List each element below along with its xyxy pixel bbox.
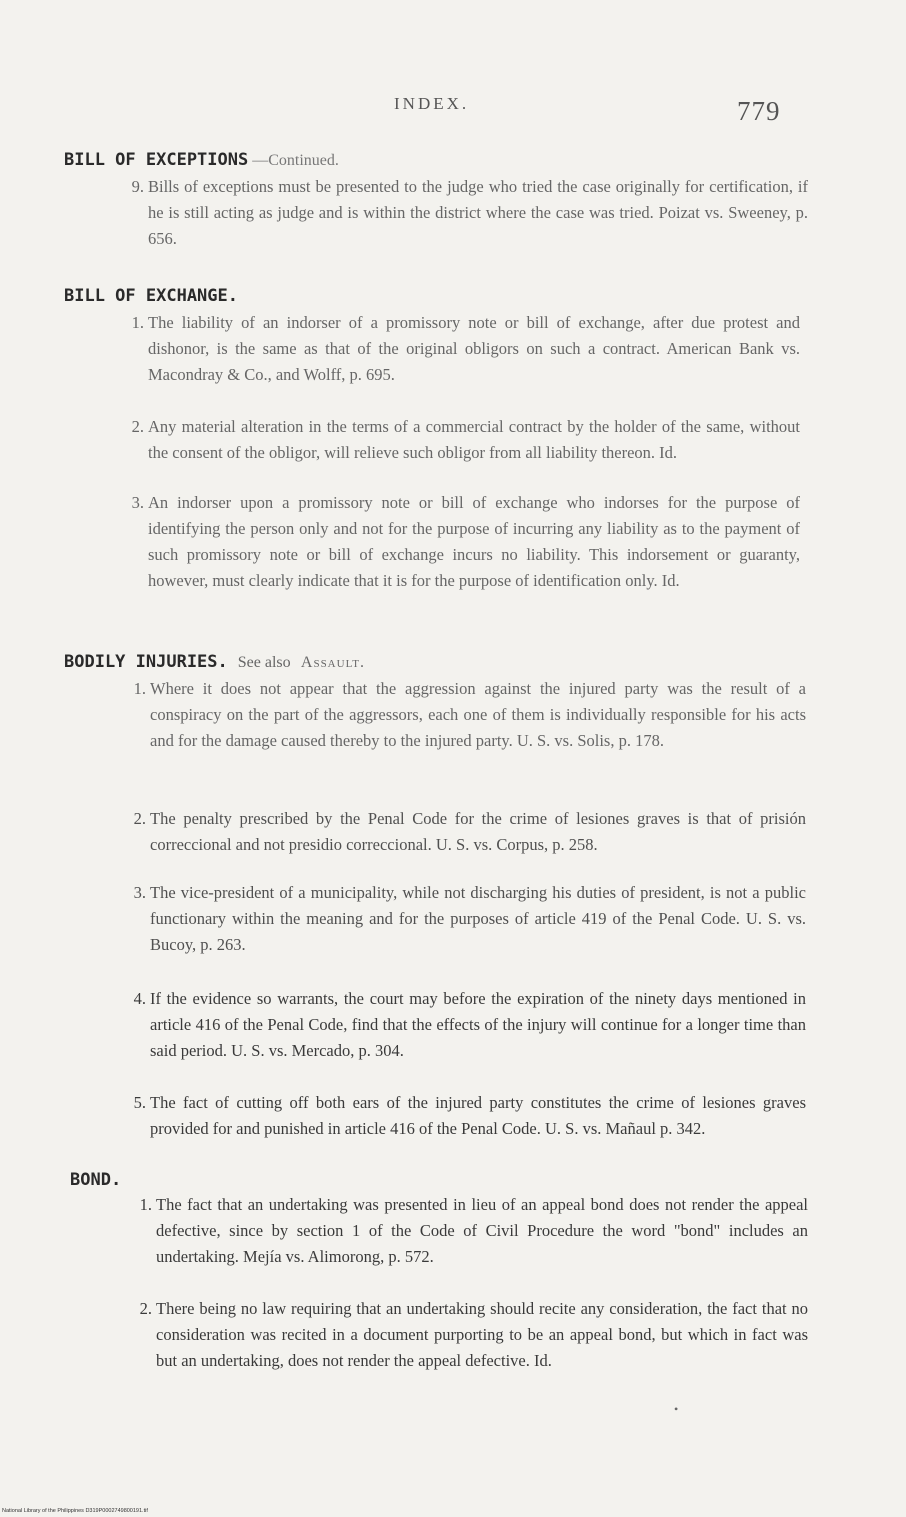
entry-bill-of-exchange-2 xyxy=(131,414,800,466)
entry-number: 1. xyxy=(139,1195,152,1214)
entry-number: 1. xyxy=(131,313,144,332)
entry-text: Bills of exceptions must be presented to the judge who tried the case originally for certification, if he is still acting as judge and is within the district where the case was tried. Poizat vs. Sweeney, p. 656. xyxy=(148,177,808,248)
scan-credit: National Library of the Philippines D319P0002749800191.tif xyxy=(2,1508,148,1514)
entry-number: 2. xyxy=(131,417,144,436)
entry-text: Any material alteration in the terms of a commercial contract by the holder of the same, without the consent of the obligor, will relieve such obligor from all liability thereon. Id. xyxy=(148,417,800,462)
heading-bill-of-exceptions xyxy=(64,150,339,170)
entry-bodily-injuries-2 xyxy=(133,806,806,858)
heading-text: BILL OF EXCHANGE. xyxy=(64,286,238,306)
entry-bodily-injuries-4 xyxy=(133,986,806,1064)
entry-bodily-injuries-5 xyxy=(133,1090,806,1142)
entry-number: 3. xyxy=(131,493,144,512)
entry-bond-1 xyxy=(139,1192,808,1270)
entry-number: 5. xyxy=(133,1093,146,1112)
heading-bill-of-exchange xyxy=(64,286,238,306)
page-number: 779 xyxy=(737,96,781,126)
entry-text: The penalty prescribed by the Penal Code for the crime of lesiones graves is that of prisión correccional and not presidio correccional. U. S. vs. Corpus, p. 258. xyxy=(150,809,806,854)
heading-bodily-injuries xyxy=(64,652,365,672)
entry-number: 3. xyxy=(133,883,146,902)
entry-text: The fact of cutting off both ears of the injured party constitutes the crime of lesiones graves provided for and punished in article 416 of the Penal Code. U. S. vs. Mañaul p. 342. xyxy=(150,1093,806,1138)
ink-speck: • xyxy=(674,1402,679,1416)
heading-bond xyxy=(70,1170,121,1190)
see-also-reference: Assault. xyxy=(300,654,365,671)
entry-number: 4. xyxy=(133,989,146,1008)
entry-number: 1. xyxy=(133,679,146,698)
running-head: INDEX. xyxy=(394,94,470,113)
continued-label: —Continued. xyxy=(252,152,339,169)
entry-text: There being no law requiring that an undertaking should recite any consideration, the fact that no consideration was recited in a document purporting to be an appeal bond, but which in fact was but an undertaking, does not render the appeal defective. Id. xyxy=(156,1299,808,1370)
entry-bill-of-exchange-3 xyxy=(131,490,800,594)
entry-text: An indorser upon a promissory note or bill of exchange who indorses for the purpose of identifying the person only and not for the purpose of incurring any liability as to the payment of such promissory note or bill of exchange incurs no liability. This indorsement or guaranty, however, must clearly indicate that it is for the purpose of identification only. Id. xyxy=(148,493,800,590)
entry-bill-of-exchange-1 xyxy=(131,310,800,388)
entry-number: 9. xyxy=(131,177,144,196)
entry-number: 2. xyxy=(133,809,146,828)
entry-text: The fact that an undertaking was presented in lieu of an appeal bond does not render the appeal defective, since by section 1 of the Code of Civil Procedure the word "bond" includes an undertaking. Mejía vs. Alimorong, p. 572. xyxy=(156,1195,808,1266)
entry-text: Where it does not appear that the aggression against the injured party was the result of a conspiracy on the part of the aggressors, each one of them is individually responsible for his acts and for the damage caused thereby to the injured party. U. S. vs. Solis, p. 178. xyxy=(150,679,806,750)
heading-text: BODILY INJURIES. xyxy=(64,652,228,672)
heading-text: BILL OF EXCEPTIONS xyxy=(64,150,249,170)
entry-bodily-injuries-1 xyxy=(133,676,806,754)
entry-bodily-injuries-3 xyxy=(133,880,806,958)
entry-bond-2 xyxy=(139,1296,808,1374)
see-also-label: See also xyxy=(237,654,291,671)
entry-text: The liability of an indorser of a promissory note or bill of exchange, after due protest and dishonor, is the same as that of the original obligors on such a contract. American Bank vs. Macondray & Co., and Wolff, p. 695. xyxy=(148,313,800,384)
heading-text: BOND. xyxy=(70,1170,122,1190)
entry-text: The vice-president of a municipality, while not discharging his duties of president, is not a public functionary within the meaning and for the purposes of article 419 of the Penal Code. U. S. vs. Bucoy, p. 263. xyxy=(150,883,806,954)
entry-text: If the evidence so warrants, the court may before the expiration of the ninety days mentioned in article 416 of the Penal Code, find that the effects of the injury will continue for a longer time than said period. U. S. vs. Mercado, p. 304. xyxy=(150,989,806,1060)
entry-bill-of-exceptions-9 xyxy=(131,174,808,252)
entry-number: 2. xyxy=(139,1299,152,1318)
